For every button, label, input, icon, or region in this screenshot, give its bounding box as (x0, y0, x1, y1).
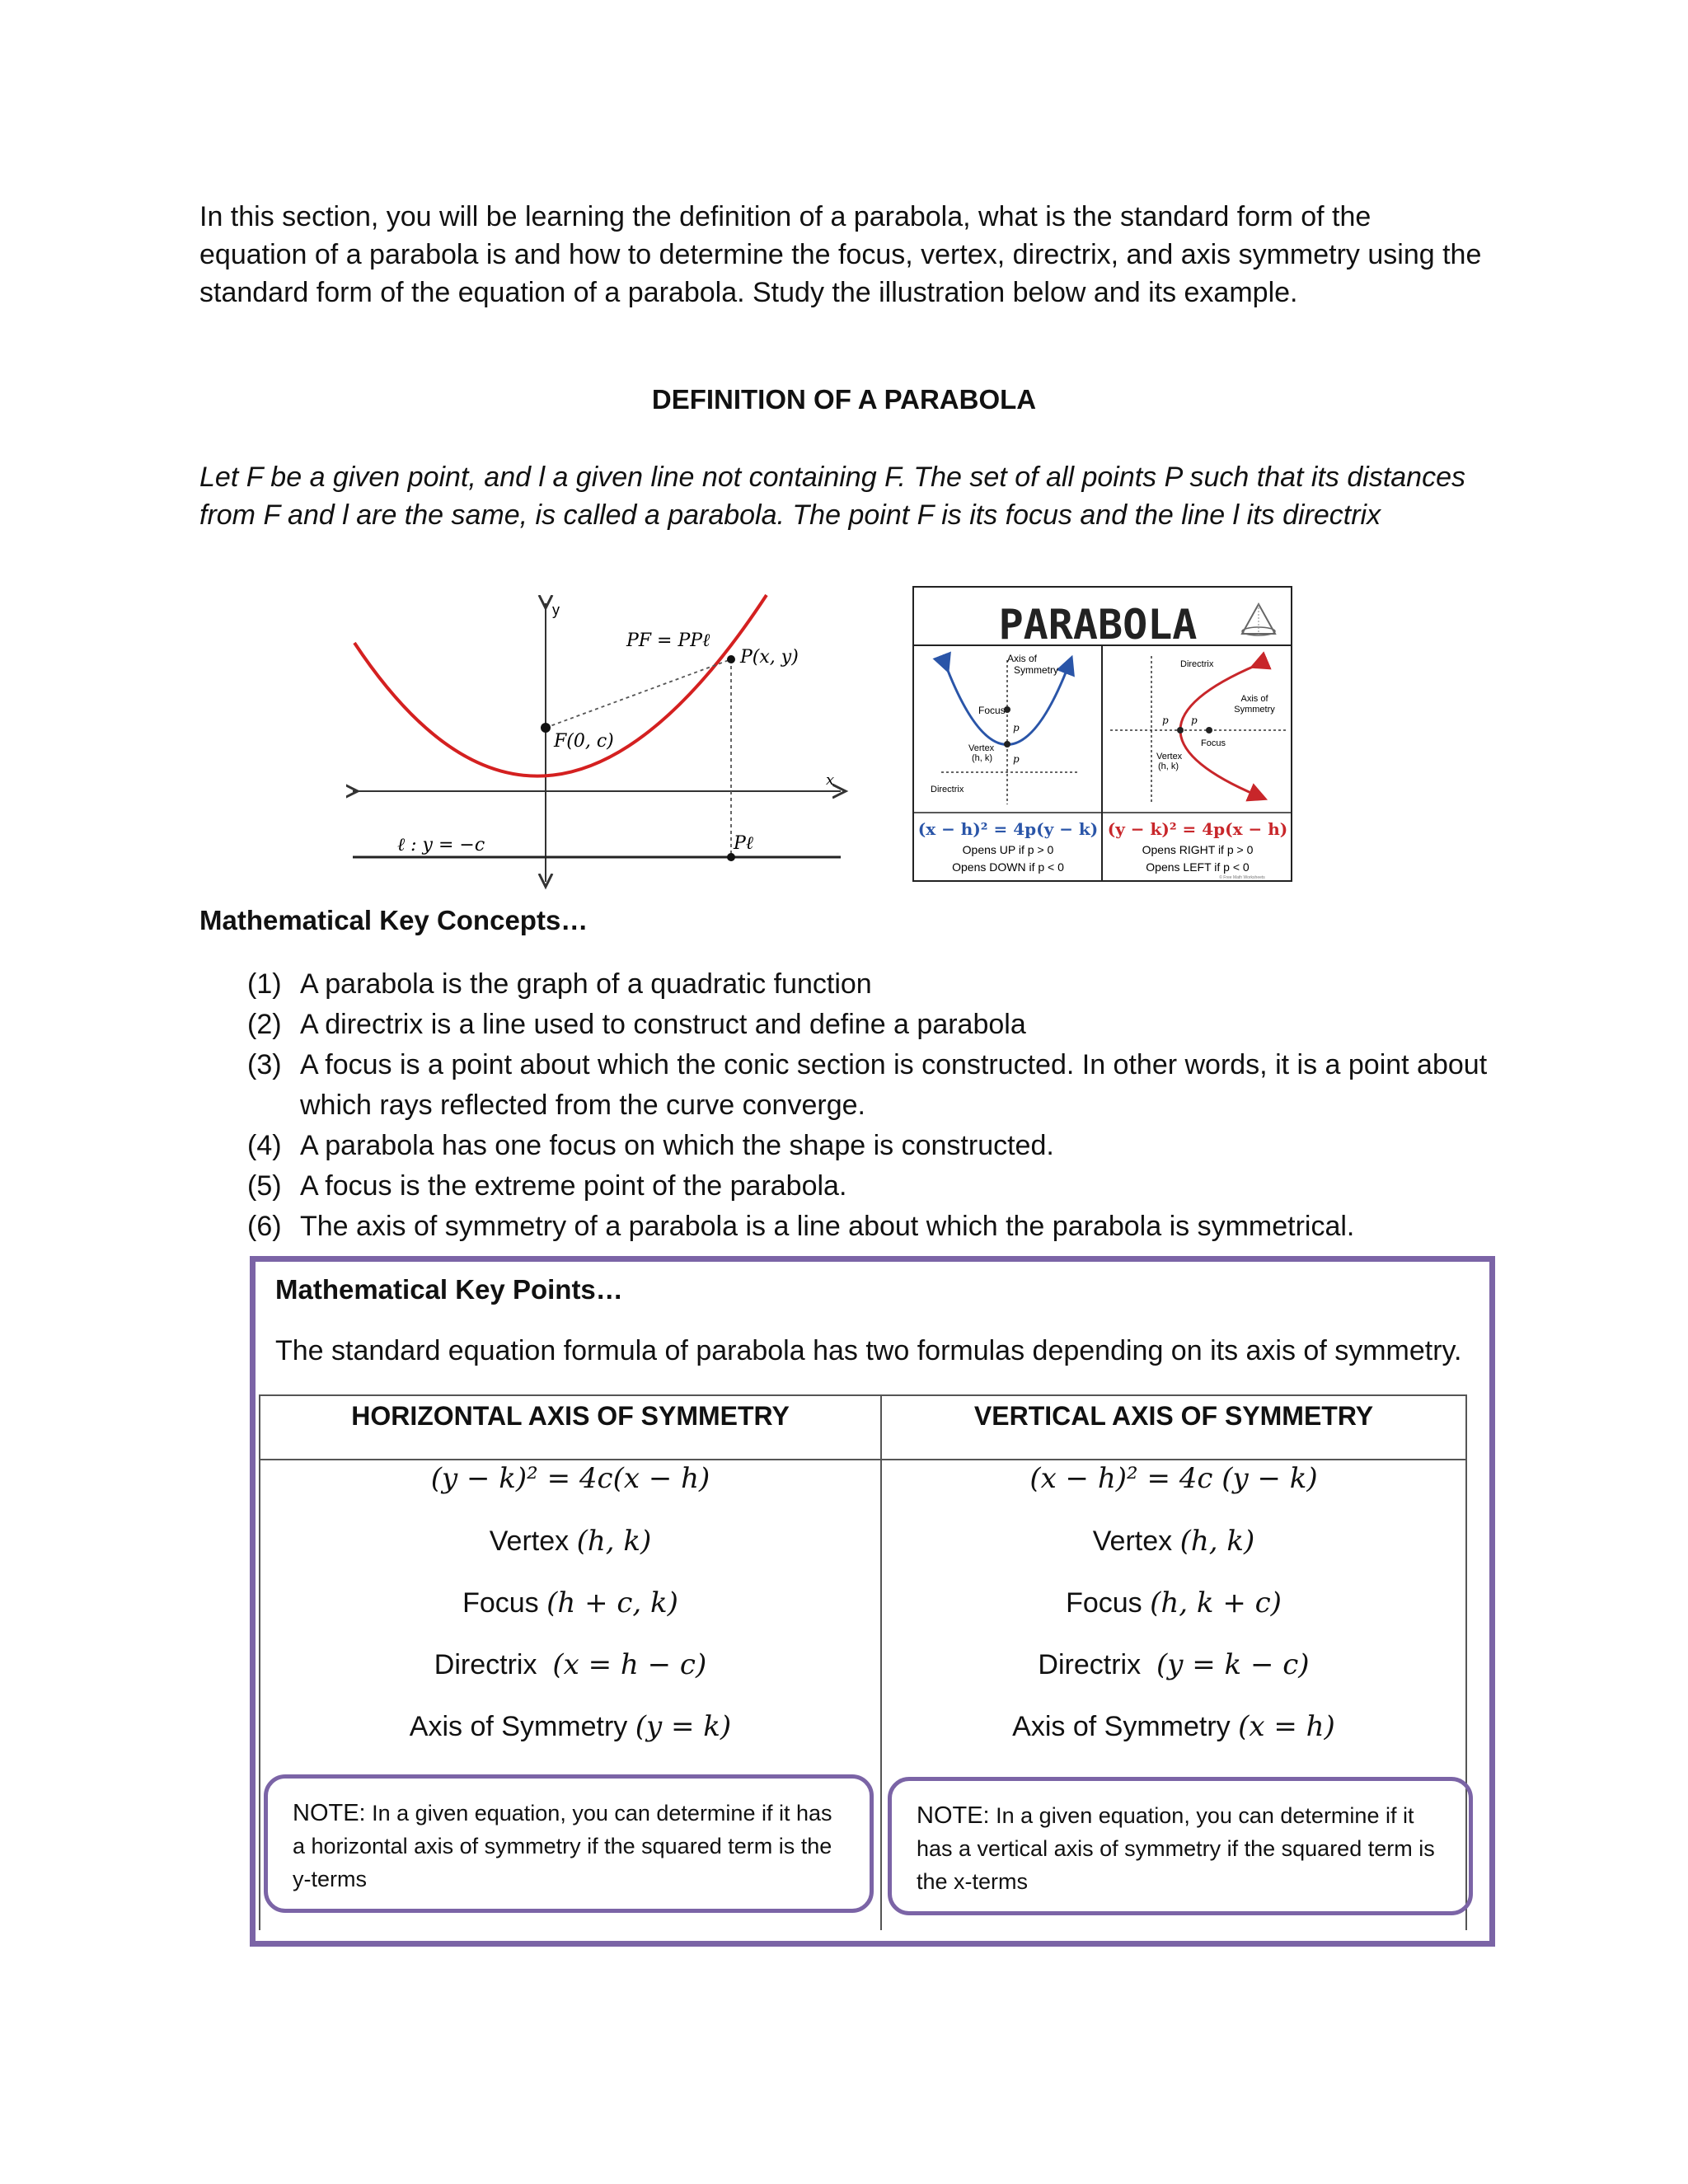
list-item-number: (4) (247, 1130, 282, 1161)
left-axis-label-1: Axis of (1006, 653, 1038, 664)
vertical-vertex-value: (h, k) (1179, 1525, 1255, 1558)
focus-label: F(0, c) (554, 731, 614, 752)
horizontal-directrix (260, 1648, 880, 1681)
horizontal-header: HORIZONTAL AXIS OF SYMMETRY (351, 1401, 790, 1431)
parabola-graph-figure (346, 585, 857, 890)
right-directrix-label: Directrix (1180, 659, 1214, 669)
vertical-vertex-label: Vertex (1092, 1526, 1173, 1557)
horizontal-axis-label: Axis of Symmetry (409, 1711, 628, 1742)
horizontal-vertex (260, 1525, 880, 1558)
horizontal-directrix-label: Directrix (434, 1649, 537, 1680)
right-opens-1: Opens RIGHT if p > 0 (1142, 843, 1254, 856)
point-p-label: P(x, y) (740, 647, 799, 668)
right-focus-label: Focus (1201, 738, 1226, 748)
horizontal-axis-value: (y = k) (635, 1710, 732, 1743)
vertical-axis-label: Axis of Symmetry (1012, 1711, 1231, 1742)
concepts-list (247, 964, 1500, 1247)
horizontal-note-text: In a given equation, you can determine if it has a horizontal axis of symmetry if the squared term is the y-terms (293, 1801, 832, 1891)
list-item-text: The axis of symmetry of a parabola is a line about which the parabola is symmetrical. (300, 1211, 1355, 1242)
definition-title: DEFINITION OF A PARABOLA (651, 384, 1037, 415)
vertical-directrix-label: Directrix (1038, 1649, 1142, 1680)
horizontal-equation: (y − k)² = 4c(x − h) (430, 1462, 710, 1495)
parabola-infographic (912, 586, 1292, 882)
right-vertex-point (1177, 727, 1184, 733)
vertical-focus-label: Focus (1066, 1587, 1142, 1619)
right-axis-label-1: Axis of (1240, 694, 1268, 704)
list-item (247, 1207, 1500, 1247)
vertical-header: VERTICAL AXIS OF SYMMETRY (973, 1401, 1374, 1431)
left-vertex-label-1: Vertex (968, 743, 995, 753)
left-vertex-label-2: (h, k) (972, 753, 993, 763)
pf-equation-label: PF = PPℓ (626, 630, 710, 651)
list-item-text: A parabola is the graph of a quadratic function (300, 968, 872, 1000)
intro-line-2: equation of a parabola is and how to determine the focus, vertex, directrix, and axis symmetry using the (199, 239, 1482, 270)
list-item-number: (5) (247, 1170, 282, 1202)
definition-line-1: Let F be a given point, and l a given line not containing F. The set of all points P such that its distances (199, 462, 1465, 493)
key-points-title: Mathematical Key Points… (275, 1274, 623, 1305)
vertical-note-text: In a given equation, you can determine if it has a vertical axis of symmetry if the squared term is the x-terms (917, 1803, 1435, 1894)
parabola-graph (346, 585, 857, 890)
right-p-label-1: p (1162, 715, 1169, 726)
left-p-label-1: p (1013, 722, 1020, 733)
intro-paragraph (199, 198, 1490, 312)
left-formula: (x − h)² = 4p(y − k) (917, 819, 1099, 839)
horizontal-note (264, 1774, 874, 1913)
vertical-axis-value: (x = h) (1238, 1710, 1335, 1743)
left-directrix-label: Directrix (931, 785, 964, 794)
list-item-number: (2) (247, 1009, 282, 1040)
left-opens-2: Opens DOWN if p < 0 (952, 860, 1064, 874)
left-axis-label-2: Symmetry (1014, 664, 1058, 676)
vertical-vertex (882, 1525, 1465, 1558)
horizontal-note-label: NOTE: (293, 1800, 366, 1826)
intro-line-3: standard form of the equation of a parabola. Study the illustration below and its example. (199, 277, 1298, 308)
vertical-note-label: NOTE: (917, 1802, 990, 1829)
horizontal-vertex-value: (h, k) (576, 1525, 652, 1558)
horizontal-focus-value: (h + c, k) (546, 1586, 678, 1619)
right-opens-2: Opens LEFT if p < 0 (1146, 860, 1250, 874)
point-p (727, 655, 735, 663)
left-opens-1: Opens UP if p > 0 (962, 843, 1054, 856)
horizontal-axis (260, 1710, 880, 1743)
parabola-infographic-svg (912, 586, 1292, 882)
pf-segment (546, 659, 731, 728)
vertical-focus (882, 1586, 1465, 1619)
y-axis-label: y (552, 602, 560, 618)
infographic-title: PARABOLA (998, 601, 1198, 649)
list-item-text: A directrix is a line used to construct and define a parabola (300, 1009, 1026, 1040)
directrix-label: ℓ : y = −c (397, 835, 485, 855)
table-header-border (259, 1459, 1467, 1460)
list-item-number: (3) (247, 1049, 282, 1080)
table-top-border (259, 1394, 1467, 1396)
list-item (247, 1166, 1500, 1207)
x-axis-label: x (826, 771, 835, 789)
vertical-equation: (x − h)² = 4c (y − k) (1029, 1462, 1318, 1495)
list-item-text: A focus is the extreme point of the parabola. (300, 1170, 847, 1202)
key-points-text: The standard equation formula of parabola has two formulas depending on its axis of symmetry. (275, 1335, 1462, 1366)
list-item (247, 1005, 1500, 1045)
right-vertex-label-1: Vertex (1156, 752, 1183, 762)
list-item-number: (6) (247, 1211, 282, 1242)
vertical-axis (882, 1710, 1465, 1743)
left-p-label-2: p (1013, 753, 1020, 765)
horizontal-directrix-value: (x = h − c) (552, 1648, 707, 1681)
right-vertex-label-2: (h, k) (1158, 762, 1179, 771)
infographic-credit: © Free Math Worksheets (1219, 875, 1265, 880)
right-focus-point (1206, 727, 1212, 733)
right-formula: (y − k)² = 4p(x − h) (1107, 819, 1288, 839)
list-item-text: A parabola has one focus on which the shape is constructed. (300, 1130, 1054, 1161)
list-item (247, 1126, 1500, 1166)
foot-point (727, 853, 735, 861)
horizontal-vertex-label: Vertex (489, 1526, 570, 1557)
horizontal-focus-label: Focus (462, 1587, 539, 1619)
vertical-directrix-value: (y = k − c) (1156, 1648, 1310, 1681)
list-item-text: A focus is a point about which the conic section is constructed. In other words, it is a point about which rays reflected from the curve converge. (300, 1049, 1488, 1121)
right-p-label-2: p (1191, 715, 1198, 726)
list-item-number: (1) (247, 968, 282, 1000)
concepts-title: Mathematical Key Concepts… (199, 905, 588, 935)
definition-line-2: from F and l are the same, is called a parabola. The point F is its focus and the line l its directrix (199, 499, 1381, 531)
vertical-focus-value: (h, k + c) (1150, 1586, 1282, 1619)
left-focus-label: Focus (978, 705, 1006, 716)
left-vertex-point (1004, 741, 1010, 748)
list-item (247, 1045, 1500, 1126)
vertical-note (888, 1777, 1473, 1915)
foot-label: Pℓ (734, 833, 753, 854)
vertical-directrix (882, 1648, 1465, 1681)
horizontal-focus (260, 1586, 880, 1619)
focus-point (541, 723, 551, 733)
right-axis-label-2: Symmetry (1234, 705, 1275, 715)
intro-line-1: In this section, you will be learning the definition of a parabola, what is the standard form of the (199, 201, 1372, 232)
definition-text (199, 458, 1490, 534)
list-item (247, 964, 1500, 1005)
